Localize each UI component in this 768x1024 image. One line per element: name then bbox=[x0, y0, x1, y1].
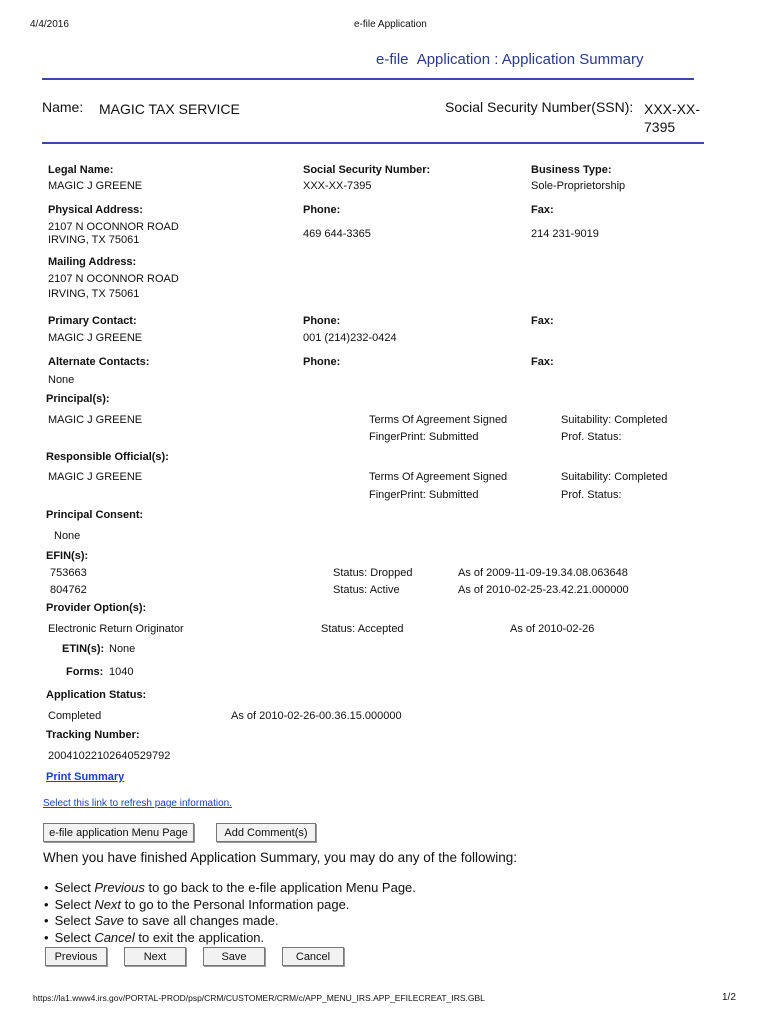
principal-fingerprint: FingerPrint: Submitted bbox=[369, 431, 479, 443]
business-type-label: Business Type: bbox=[531, 164, 612, 176]
primary-phone-value: 001 (214)232-0424 bbox=[303, 332, 397, 344]
application-status-value: Completed bbox=[48, 710, 102, 722]
refresh-page-link[interactable]: Select this link to refresh page information. bbox=[43, 798, 232, 809]
title-divider bbox=[42, 78, 694, 80]
cancel-button[interactable]: Cancel bbox=[282, 947, 344, 966]
principal-consent-label: Principal Consent: bbox=[46, 509, 144, 521]
tracking-number-label: Tracking Number: bbox=[46, 729, 140, 741]
print-footer-page: 1/2 bbox=[722, 992, 736, 1003]
alternate-fax-label: Fax: bbox=[531, 356, 554, 368]
alternate-contacts-label: Alternate Contacts: bbox=[48, 356, 150, 368]
print-page-title: e-file Application bbox=[354, 19, 427, 30]
etin-value: None bbox=[109, 643, 136, 655]
phone-value: 469 644-3365 bbox=[303, 228, 371, 240]
fax-value: 214 231-9019 bbox=[531, 228, 599, 240]
mailing-address-line1: 2107 N OCONNOR ROAD bbox=[48, 273, 179, 285]
application-status-as-of: As of 2010-02-26-00.36.15.000000 bbox=[231, 710, 402, 722]
alternate-phone-label: Phone: bbox=[303, 356, 341, 368]
instructions-intro: When you have finished Application Summary, you may do any of the following: bbox=[43, 850, 518, 865]
primary-phone-label: Phone: bbox=[303, 315, 341, 327]
provider-options-label: Provider Option(s): bbox=[46, 602, 147, 614]
responsible-official-name: MAGIC J GREENE bbox=[48, 471, 143, 483]
save-button[interactable]: Save bbox=[203, 947, 265, 966]
principal-toa: Terms Of Agreement Signed bbox=[369, 414, 508, 426]
principal-suitability: Suitability: Completed bbox=[561, 414, 668, 426]
instruction-item: • Select Previous to go back to the e-file application Menu Page. bbox=[44, 880, 416, 897]
primary-contact-label: Primary Contact: bbox=[48, 315, 137, 327]
physical-address-label: Physical Address: bbox=[48, 204, 143, 216]
menu-page-button[interactable]: e-file application Menu Page bbox=[43, 823, 194, 842]
provider-option-value: Electronic Return Originator bbox=[48, 623, 184, 635]
provider-status: Status: Accepted bbox=[321, 623, 404, 635]
primary-fax-label: Fax: bbox=[531, 315, 554, 327]
mailing-address-line2: IRVING, TX 75061 bbox=[48, 288, 140, 300]
efin-status: Status: Dropped bbox=[333, 567, 413, 579]
page-title-part2: Application bbox=[416, 51, 491, 68]
ssn-detail-value: XXX-XX-7395 bbox=[303, 180, 372, 192]
primary-contact-value: MAGIC J GREENE bbox=[48, 332, 143, 344]
ssn-label: Social Security Number(SSN): bbox=[445, 99, 634, 115]
etin-label: ETIN(s): bbox=[62, 643, 105, 655]
efin-number: 804762 bbox=[50, 584, 87, 596]
phone-label: Phone: bbox=[303, 204, 341, 216]
ssn-value-line2: 7395 bbox=[644, 119, 676, 135]
responsible-officials-label: Responsible Official(s): bbox=[46, 451, 169, 463]
page-title bbox=[376, 51, 643, 68]
name-value: MAGIC TAX SERVICE bbox=[99, 101, 240, 117]
previous-button[interactable]: Previous bbox=[45, 947, 107, 966]
responsible-fingerprint: FingerPrint: Submitted bbox=[369, 489, 479, 501]
summary-divider bbox=[42, 142, 704, 144]
responsible-toa: Terms Of Agreement Signed bbox=[369, 471, 508, 483]
physical-address-line1: 2107 N OCONNOR ROAD bbox=[48, 221, 179, 233]
efin-as-of: As of 2010-02-25-23.42.21.000000 bbox=[458, 584, 629, 596]
efin-number: 753663 bbox=[50, 567, 87, 579]
page-title-part1: e-file bbox=[376, 51, 409, 68]
alternate-contacts-value: None bbox=[48, 374, 75, 386]
application-status-label: Application Status: bbox=[46, 689, 147, 701]
print-footer-url: https://la1.www4.irs.gov/PORTAL-PROD/psp/CRM/CUSTOMER/CRM/c/APP_MENU_IRS.APP_EFILECREAT_IRS.GBL bbox=[33, 993, 485, 1003]
forms-label: Forms: bbox=[66, 666, 104, 678]
principals-label: Principal(s): bbox=[46, 393, 110, 405]
ssn-detail-label: Social Security Number: bbox=[303, 164, 431, 176]
print-summary-link[interactable]: Print Summary bbox=[46, 771, 125, 783]
responsible-suitability: Suitability: Completed bbox=[561, 471, 668, 483]
legal-name-value: MAGIC J GREENE bbox=[48, 180, 143, 192]
next-button[interactable]: Next bbox=[124, 947, 186, 966]
forms-value: 1040 bbox=[109, 666, 134, 678]
business-type-value: Sole-Proprietorship bbox=[531, 180, 626, 192]
name-label: Name: bbox=[42, 99, 84, 115]
add-comment-button[interactable]: Add Comment(s) bbox=[216, 823, 316, 842]
ssn-value-line1: XXX-XX- bbox=[644, 101, 701, 117]
print-date: 4/4/2016 bbox=[30, 19, 69, 30]
efin-as-of: As of 2009-11-09-19.34.08.063648 bbox=[458, 567, 628, 579]
principal-consent-value: None bbox=[54, 530, 81, 542]
efin-status: Status: Active bbox=[333, 584, 400, 596]
responsible-prof-status: Prof. Status: bbox=[561, 489, 622, 501]
legal-name-label: Legal Name: bbox=[48, 164, 114, 176]
instructions-list bbox=[44, 880, 416, 946]
efins-label: EFIN(s): bbox=[46, 550, 89, 562]
physical-address-line2: IRVING, TX 75061 bbox=[48, 234, 140, 246]
instruction-item: • Select Save to save all changes made. bbox=[44, 913, 416, 930]
provider-as-of: As of 2010-02-26 bbox=[510, 623, 595, 635]
principal-name: MAGIC J GREENE bbox=[48, 414, 143, 426]
mailing-address-label: Mailing Address: bbox=[48, 256, 137, 268]
instruction-item: • Select Next to go to the Personal Information page. bbox=[44, 897, 416, 914]
tracking-number-value: 20041022102640529792 bbox=[48, 750, 171, 762]
principal-prof-status: Prof. Status: bbox=[561, 431, 622, 443]
instruction-item: • Select Cancel to exit the application. bbox=[44, 930, 416, 947]
page-title-part3: : Application Summary bbox=[494, 51, 644, 68]
fax-label: Fax: bbox=[531, 204, 554, 216]
